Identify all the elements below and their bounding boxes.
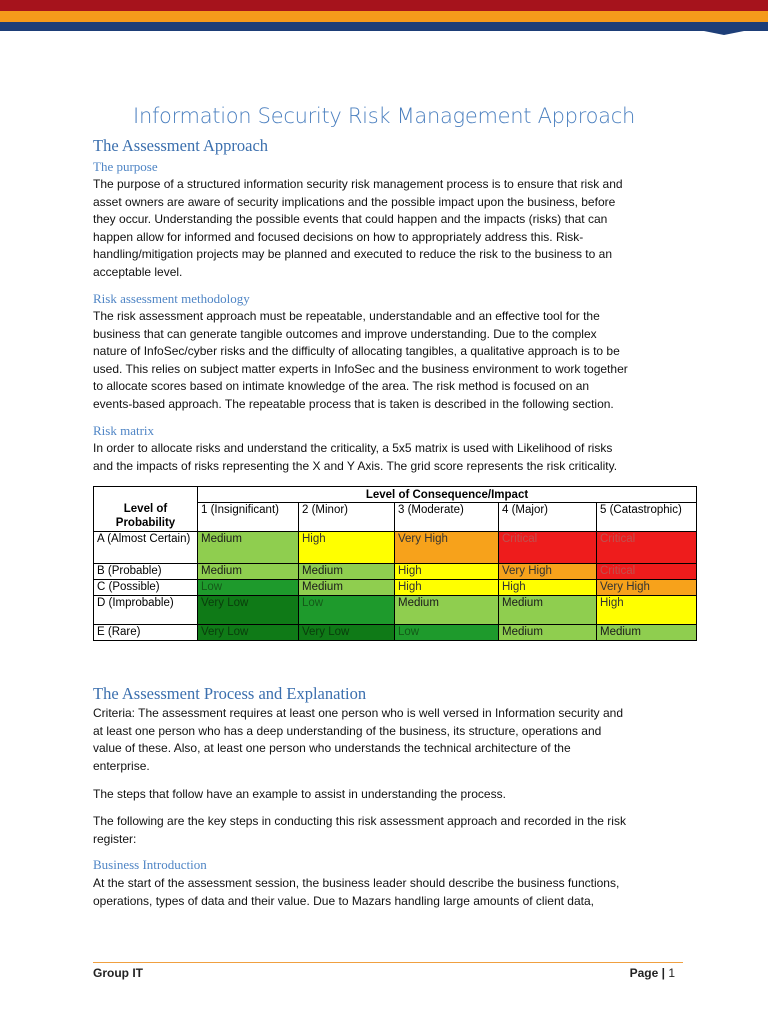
- footer-group-label: Group IT: [93, 966, 143, 980]
- probability-label: A (Almost Certain): [94, 532, 198, 564]
- impact-level-1: 1 (Insignificant): [198, 503, 299, 532]
- methodology-heading: Risk assessment methodology: [93, 291, 250, 306]
- probability-label: C (Possible): [94, 580, 198, 596]
- risk-matrix-heading: Risk matrix: [93, 423, 155, 438]
- risk-cell: Medium: [597, 625, 697, 641]
- risk-cell: Very High: [395, 532, 499, 564]
- risk-cell: Medium: [198, 564, 299, 580]
- assessment-process-heading: The Assessment Process and Explanation: [93, 684, 367, 703]
- purpose-heading: The purpose: [93, 159, 158, 174]
- risk-cell: High: [395, 564, 499, 580]
- table-header-row: [94, 487, 697, 503]
- risk-cell: Critical: [499, 532, 597, 564]
- risk-cell: Very Low: [198, 596, 299, 625]
- risk-cell: Low: [395, 625, 499, 641]
- risk-cell: Critical: [597, 532, 697, 564]
- risk-cell: High: [597, 596, 697, 625]
- header-band-red: [0, 0, 768, 11]
- key-steps-paragraph: The following are the key steps in conducting this risk assessment approach and recorded in the risk register:: [93, 814, 626, 846]
- table-row: [94, 532, 697, 564]
- risk-cell: High: [395, 580, 499, 596]
- risk-matrix-table: [93, 486, 697, 641]
- probability-label: E (Rare): [94, 625, 198, 641]
- risk-cell: Very Low: [299, 625, 395, 641]
- risk-cell: Very High: [499, 564, 597, 580]
- risk-cell: Low: [198, 580, 299, 596]
- risk-cell: Medium: [499, 625, 597, 641]
- impact-level-5: 5 (Catastrophic): [597, 503, 697, 532]
- steps-paragraph: The steps that follow have an example to assist in understanding the process.: [93, 787, 506, 801]
- business-introduction-paragraph: At the start of the assessment session, the business leader should describe the business functions, operations, types of data and their value. Due to Mazars handling large amounts of client data,: [93, 876, 620, 908]
- risk-cell: Low: [299, 596, 395, 625]
- risk-cell: Medium: [499, 596, 597, 625]
- header-band-notch: [704, 31, 744, 35]
- header-band-orange: [0, 11, 768, 22]
- risk-cell: Medium: [198, 532, 299, 564]
- risk-cell: Medium: [395, 596, 499, 625]
- risk-cell: High: [499, 580, 597, 596]
- table-row: [94, 596, 697, 625]
- header-band-blue: [0, 22, 768, 31]
- methodology-paragraph: The risk assessment approach must be repeatable, understandable and an effective tool for the business that can generate tangible outcomes and improve understanding. Due to the complex nature of InfoSec/cyber risks and the difficulty of allocating tangibles, a qualitative approach is to be used. This relies on subject matter experts in InfoSec and the business environment to work together to allocate scores based on intimate knowledge of the area. The risk method is focused on an events-based approach. The repeatable process that is taken is described in the following section.: [93, 309, 628, 411]
- probability-label: D (Improbable): [94, 596, 198, 625]
- risk-cell: Very High: [597, 580, 697, 596]
- risk-cell: Medium: [299, 564, 395, 580]
- table-row: [94, 625, 697, 641]
- table-row: [94, 564, 697, 580]
- assessment-approach-heading: The Assessment Approach: [93, 136, 269, 155]
- table-row: [94, 580, 697, 596]
- purpose-paragraph: The purpose of a structured information security risk management process is to ensure that risk and asset owners are aware of security implications and the possible impact upon the business, before they occur. Understanding the possible events that could happen and the impacts (risks) that can happen allow for informed and focused decisions on how to appropriately address this. Risk- handling/mitigation projects may be planned and executed to reduce the risk to the business to an acceptable level.: [93, 177, 623, 279]
- risk-cell: Very Low: [198, 625, 299, 641]
- impact-level-4: 4 (Major): [499, 503, 597, 532]
- probability-header: Level of Probability: [94, 487, 198, 532]
- risk-cell: Medium: [299, 580, 395, 596]
- probability-label: B (Probable): [94, 564, 198, 580]
- risk-matrix-paragraph: In order to allocate risks and understand the criticality, a 5x5 matrix is used with Likelihood of risks and the impacts of risks representing the X and Y Axis. The grid score represents the risk criticality.: [93, 441, 618, 473]
- risk-cell: High: [299, 532, 395, 564]
- criteria-paragraph: Criteria: The assessment requires at least one person who is well versed in Information security and at least one person who has a deep understanding of the business, its structure, operations and value of these. Also, at least one person who understands the technical architecture of the enterprise.: [93, 706, 624, 773]
- consequence-header: Level of Consequence/Impact: [198, 487, 697, 503]
- footer-divider: [93, 962, 683, 963]
- impact-level-3: 3 (Moderate): [395, 503, 499, 532]
- business-introduction-heading: Business Introduction: [93, 857, 207, 872]
- footer-page-number: Page | 1: [629, 966, 675, 980]
- risk-cell: Critical: [597, 564, 697, 580]
- document-title: Information Security Risk Management Approach: [133, 104, 635, 128]
- impact-level-2: 2 (Minor): [299, 503, 395, 532]
